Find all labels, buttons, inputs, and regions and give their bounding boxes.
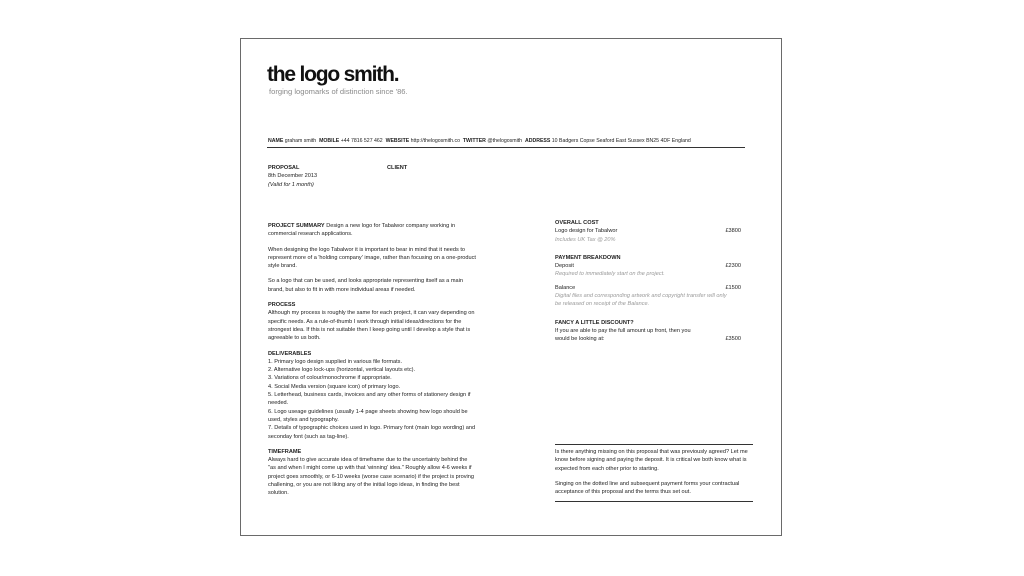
discount-amount: £3500 [725, 336, 741, 343]
proposal-validity: (Valid for 1 month) [268, 181, 314, 188]
deposit-label: Deposit [555, 263, 574, 270]
signing-note [555, 448, 753, 496]
balance-note: Digital files and corresponding artwork and copyright transfer will only be released on receipt of the Balance. [555, 293, 727, 308]
discount-heading: FANCY A LITTLE DISCOUNT? [555, 319, 634, 326]
deliverable-item: 2. Alternative logo lock-ups (horizontal, vertical layouts etc). [268, 367, 416, 374]
tax-note: Includes UK Tax @ 20% [555, 236, 616, 243]
deposit-note: Required to immediately start on the project. [555, 271, 665, 278]
contact-bar [268, 138, 691, 144]
header-divider [267, 147, 745, 148]
deliverable-item: 4. Social Media version (square icon) of primary logo. [268, 383, 401, 390]
deliverables-list [268, 358, 476, 441]
project-summary-p2: When designing the logo Tabalwor it is important to bear in mind that it needs to represent more of a 'holding company' image, rather than focusing on a one-product style brand. [268, 246, 476, 270]
deliverables-heading: DELIVERABLES [268, 350, 312, 357]
process-heading: PROCESS [268, 302, 296, 309]
twitter-value: @thelogosmith [487, 138, 523, 144]
timeframe-text: Always hard to give accurate idea of timeframe due to the uncertainty behind the "as and when I might come up with that 'winning' idea." Roughly allow 4-6 weeks if project goes smoothly, or 6-10 weeks (worse case scenario) if the project is proving challening, or you are not liking any of the initial logo ideas, in finding the best solution. [268, 457, 475, 497]
payment-breakdown-heading: PAYMENT BREAKDOWN [555, 254, 621, 261]
name-label: NAME [268, 138, 284, 144]
project-summary-section [268, 222, 476, 239]
project-summary-p3: So a logo that can be used, and looks appropriate representing itself as a main brand, but also to fit in with more individual areas if needed. [268, 278, 463, 293]
deliverable-item: 5. Letterhead, business cards, invoices and any other forms of stationery design if needed. [268, 392, 471, 407]
deliverable-item: 3. Variations of colour/monochrome if appropriate. [268, 375, 392, 382]
address-label: ADDRESS [524, 138, 551, 144]
website-label: WEBSITE [385, 138, 410, 144]
cost-item-label: Logo design for Tabalwor [555, 228, 618, 235]
twitter-label: TWITTER [462, 138, 486, 144]
proposal-block [268, 164, 388, 189]
signing-note-p2: Singing on the dotted line and subsequent payment forms your contractual acceptance of this proposal and the terms thus set out. [555, 480, 740, 496]
brand-logo: the logo smith. [267, 63, 399, 86]
balance-label: Balance [555, 284, 576, 291]
cost-line [555, 227, 741, 235]
project-summary-heading: PROJECT SUMMARY [268, 223, 325, 229]
right-column [555, 219, 741, 344]
overall-cost-heading: OVERALL COST [555, 220, 599, 226]
note-bottom-divider [555, 501, 753, 502]
brand-tagline: forging logomarks of distinction since '86. [269, 87, 408, 96]
deliverable-item: 7. Details of typographic choices used in logo. Primary font (main logo wording) and seconday font (such as tag-line). [268, 425, 476, 440]
proposal-date: 8th December 2013 [268, 173, 318, 180]
mobile-value: +44 7816 527 462 [340, 138, 383, 144]
client-label: CLIENT [387, 165, 408, 171]
project-summary-intro: Design a new logo for Tabalwor company working in commercial research applications. [268, 223, 456, 238]
left-column [268, 222, 476, 498]
balance-line [555, 284, 741, 292]
deliverable-item: 1. Primary logo design supplied in various file formats. [268, 358, 403, 365]
balance-amount: £1500 [725, 284, 741, 291]
note-top-divider [555, 444, 753, 445]
deposit-amount: £2300 [725, 263, 741, 270]
deliverable-item: 6. Logo useage guidelines (usually 1-4 page sheets showing how logo should be used, styles and typography. [268, 408, 468, 423]
process-text: Although my process is roughly the same for each project, it can vary depending on specific needs. As a rule-of-thumb I work through initial ideas/directions for the strongest idea. If this is not suitable then I keep going until I develop a style that is agreeable to us both. [268, 310, 475, 342]
proposal-label: PROPOSAL [268, 165, 300, 171]
discount-text: If you are able to pay the full amount up front, then you would be looking at: [555, 327, 691, 343]
name-value: graham smith [284, 138, 317, 144]
deposit-line [555, 262, 741, 270]
proposal-document [240, 38, 782, 536]
cost-item-amount: £3800 [725, 228, 741, 235]
address-value: 10 Badgers Copse Seaford East Sussex BN25 4DF England [551, 138, 691, 144]
timeframe-heading: TIMEFRAME [268, 448, 302, 455]
mobile-label: MOBILE [319, 138, 340, 144]
website-value: http://thelogosmith.co [410, 138, 460, 144]
signing-note-p1: Is there anything missing on this proposal that was previously agreed? Let me know before signing and paying the deposit. It is critical we both know what is expected from each other prior to starting. [555, 449, 748, 472]
discount-line [555, 327, 741, 344]
